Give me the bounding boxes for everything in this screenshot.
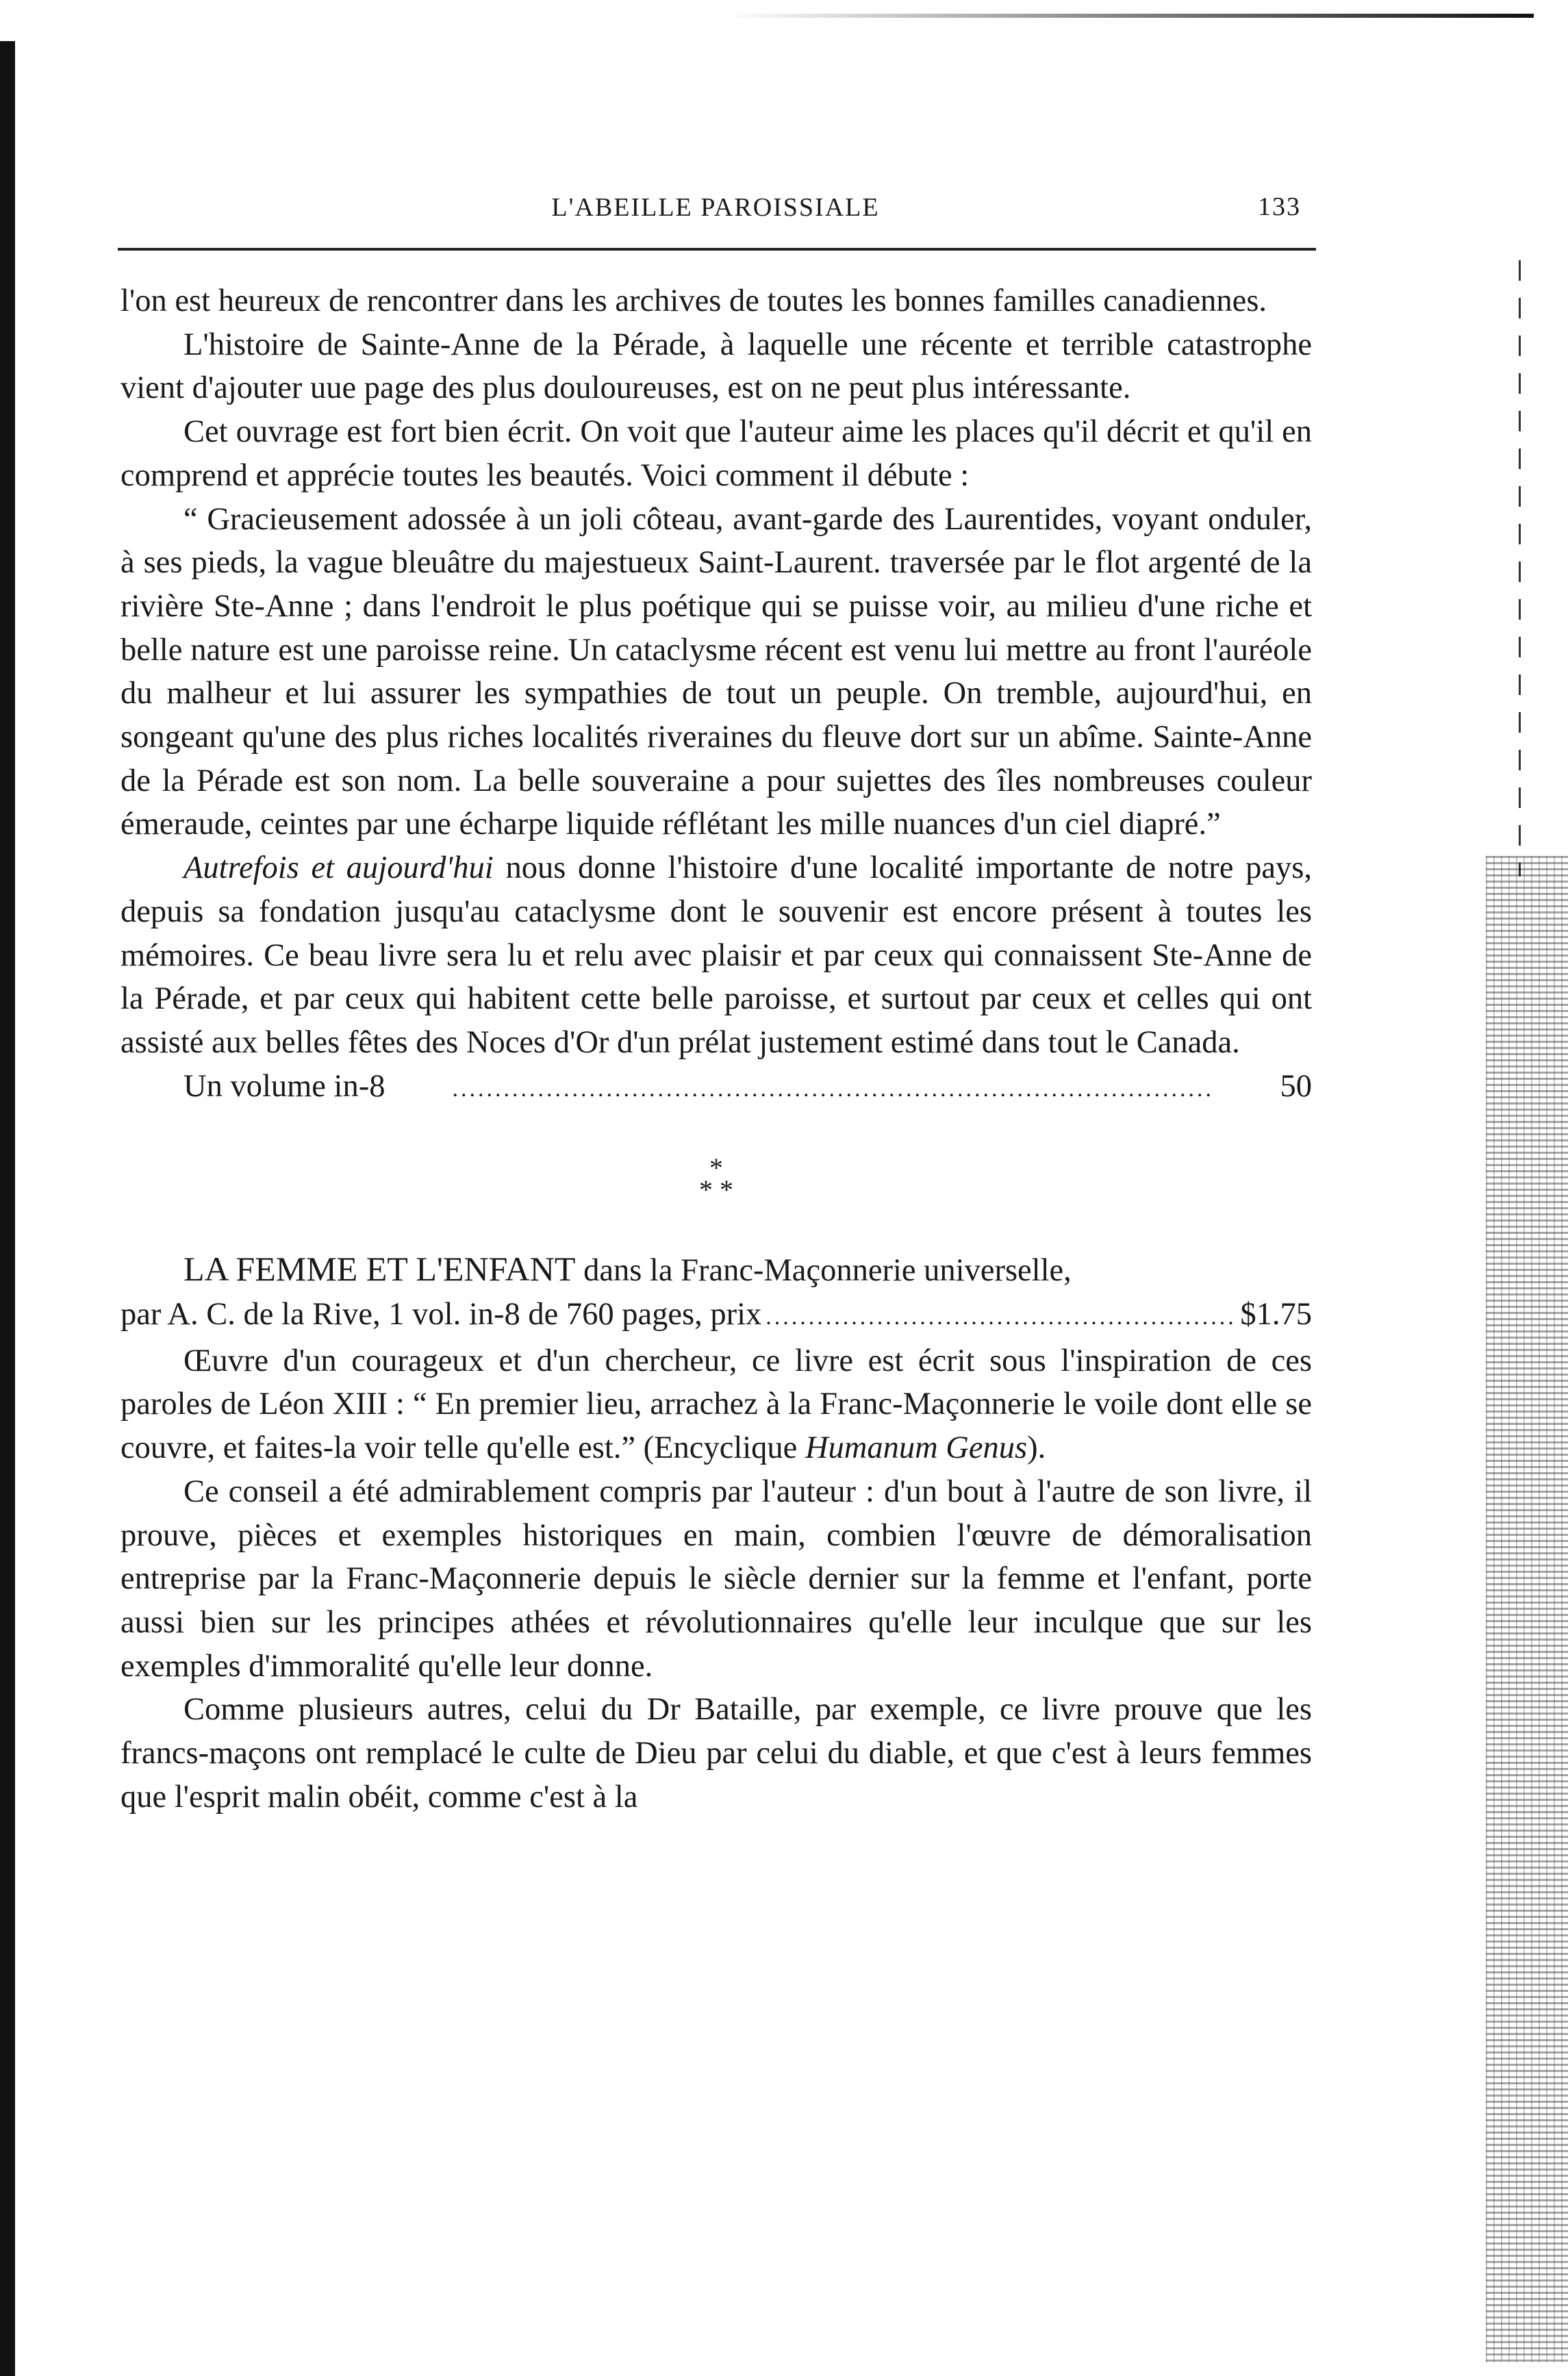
volume-price: 50 (1280, 1068, 1312, 1104)
price-line (121, 1065, 1312, 1111)
asterism-top: * (709, 1152, 723, 1184)
page-body (121, 279, 1312, 1819)
book-price: $1.75 (1240, 1297, 1312, 1332)
price-line (121, 1293, 1312, 1339)
paragraph: Comme plusieurs autres, celui du Dr Bataille, par exemple, ce livre prouve que les francs-maçons ont remplacé le culte de Dieu par celui du diable, et que c'est à leurs femmes que l'esprit malin obéit, comme c'est à la (121, 1692, 1312, 1815)
scan-margin-artifact (1519, 260, 1521, 876)
book-details: par A. C. de la Rive, 1 vol. in-8 de 760 pages, prix (121, 1297, 762, 1332)
paragraph-text: ). (1027, 1430, 1046, 1466)
paragraph: Ce conseil a été admirablement compris par l'auteur : d'un bout à l'autre de son livre, il prouve, pièces et exemples historiques en main, combien l'œuvre de démoralisation entreprise par la Franc-Maçonnerie depuis le siècle dernier sur la femme et l'enfant, porte aussi bien sur les principes athées et révolutionnaires qu'elle leur inculque que sur les exemples d'immoralité qu'elle leur donne. (121, 1474, 1312, 1684)
asterism (121, 1111, 1312, 1248)
header-rule (118, 248, 1316, 251)
asterism-bottom: * * (699, 1174, 733, 1206)
scan-binding-edge (0, 41, 15, 2376)
paragraph: L'histoire de Sainte-Anne de la Pérade, à laquelle une récente et terrible catastrophe vient d'ajouter uue page des plus douloureuses, est on ne peut plus intéressante. (121, 327, 1312, 406)
section-title: LA FEMME ET L'ENFANT (184, 1250, 576, 1289)
scan-page-edge (1486, 856, 1568, 2362)
section-heading-line (121, 1248, 1312, 1293)
quotation: “ Gracieusement adossée à un joli côteau, avant-garde des Laurentides, voyant onduler, à ses pieds, la vague bleuâtre du majestueux Saint-Laurent. traversée par le flot argenté de la rivière Ste-Anne ; dans l'endroit le plus poétique qui se puisse voir, au milieu d'une riche et belle nature est une paroisse reine. Un cataclysme récent est venu lui mettre au front l'auréole du malheur et lui assurer les sympathies de tout un peuple. On tremble, aujourd'hui, en songeant qu'une des plus riches localités riveraines du fleuve dort sur un abîme. Sainte-Anne de la Pérade est son nom. La belle souveraine a pour sujettes des îles nombreuses couleur émeraude, ceintes par une écharpe liquide réflétant les mille nuances d'un ciel diapré.” (121, 501, 1312, 842)
paragraph (121, 1339, 1312, 1470)
scan-top-artifact (726, 14, 1534, 18)
paragraph-text: nous donne l'histoire d'une localité importante de notre pays, depuis sa fondation jusqu'au cataclysme dont le souvenir est encore présent à toutes les mémoires. Ce beau livre sera lu et relu avec plaisir et par ceux qui connaissent Ste-Anne de la Pérade, et par ceux qui habitent cette belle paroisse, et surtout par ceux et celles qui ont assisté aux belles fêtes des Noces d'Or d'un prélat justement estimé dans tout le Canada. (121, 850, 1312, 1060)
dot-leader (766, 1296, 1236, 1339)
section-subtitle: dans la Franc-Maçonnerie universelle, (575, 1253, 1072, 1289)
paragraph (121, 846, 1312, 1065)
volume-label: Un volume in-8 (184, 1068, 385, 1104)
page-number: 133 (1258, 192, 1301, 221)
encyclical-title: Humanum Genus (805, 1430, 1028, 1466)
paragraph: Cet ouvrage est fort bien écrit. On voit que l'auteur aime les places qu'il décrit et qu'il en comprend et apprécie toutes les beautés. Voici comment il débute : (121, 414, 1312, 493)
dot-leader (389, 1067, 1213, 1111)
running-header (123, 184, 1308, 231)
paragraph: l'on est heureux de rencontrer dans les archives de toutes les bonnes familles canadiennes. (121, 283, 1267, 318)
running-title: L'ABEILLE PAROISSIALE (551, 193, 880, 222)
paragraph-text: Œuvre d'un courageux et d'un chercheur, ce livre est écrit sous l'inspiration de ces paroles de Léon XIII : “ En premier lieu, arrachez à la Franc-Maçonnerie le voile dont elle se couvre, et faites-la voir telle qu'elle est.” (Encyclique (121, 1343, 1312, 1466)
book-title: Autrefois et aujourd'hui (184, 850, 494, 886)
